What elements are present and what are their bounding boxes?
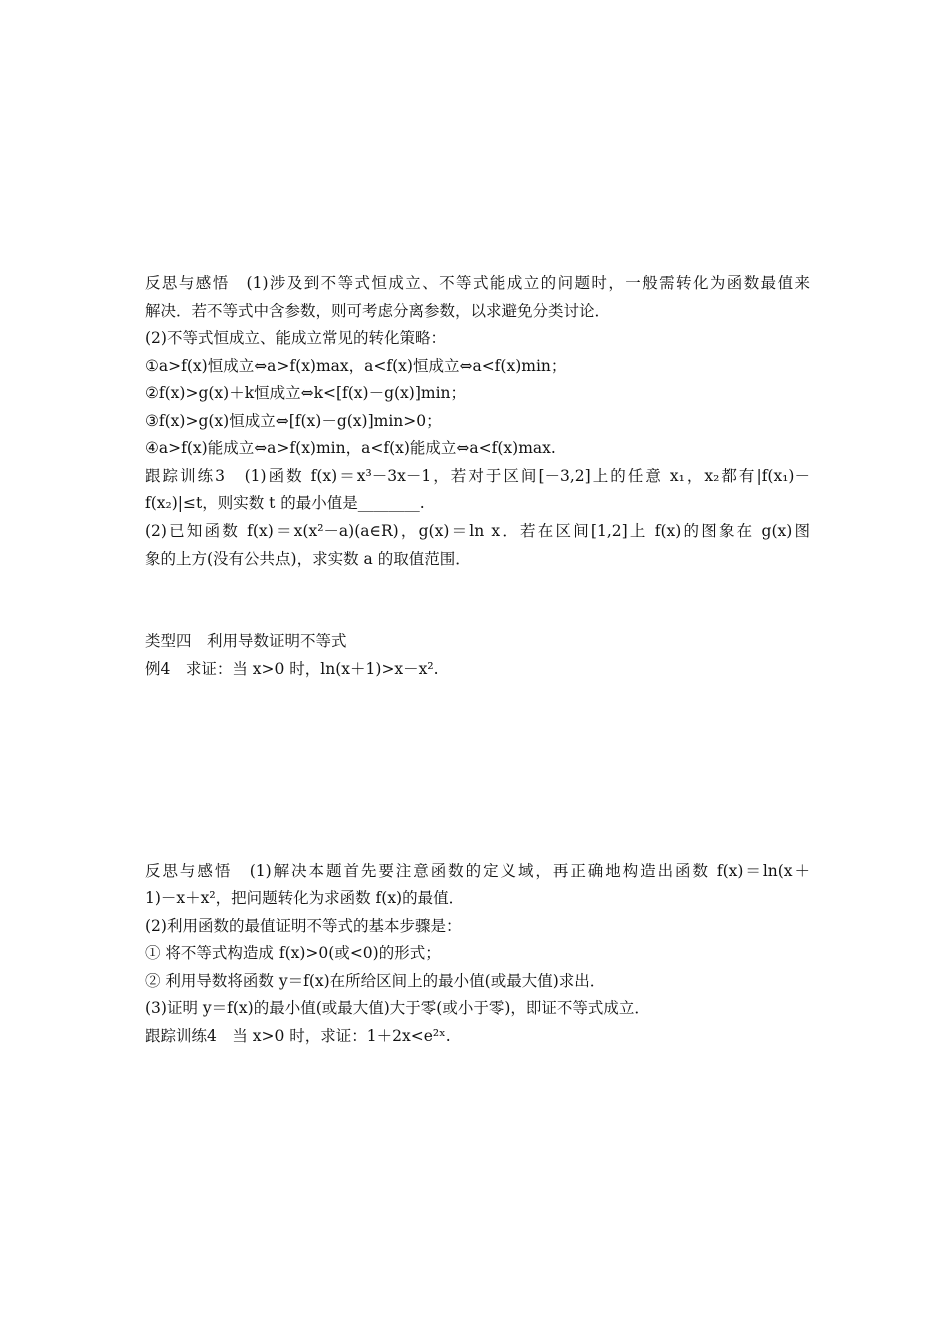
reflection-paragraph-1b: 解决．若不等式中含参数，则可考虑分离参数，以求避免分类讨论． — [145, 302, 611, 320]
track-training-4: 跟踪训练4 当 x>0 时，求证：1＋2x<e²ˣ. — [145, 1027, 451, 1045]
strategy-1: ①a>f(x)恒成立⇔a>f(x)max，a<f(x)恒成立⇔a<f(x)min； — [145, 357, 567, 375]
reflection-paragraph-2: (2)不等式恒成立、能成立常见的转化策略： — [145, 329, 446, 347]
strategy-2: ②f(x)>g(x)＋k恒成立⇔k<[f(x)－g(x)]min； — [145, 384, 467, 402]
section-heading: 类型四 利用导数证明不等式 — [145, 632, 347, 650]
track-training-3-line-1: 跟踪训练3 (1)函数 f(x)＝x³－3x－1，若对于区间[－3,2]上的任意 x₁，x₂都有|f(x₁)－ — [145, 467, 810, 485]
reflection-line-4: ① 将不等式构造成 f(x)>0(或<0)的形式； — [145, 944, 441, 962]
reflection-line-5: ② 利用导数将函数 y＝f(x)在所给区间上的最小值(或最大值)求出． — [145, 972, 606, 990]
example-4: 例4 求证：当 x>0 时，ln(x＋1)>x－x². — [145, 660, 439, 678]
strategy-4: ④a>f(x)能成立⇔a>f(x)min，a<f(x)能成立⇔a<f(x)max. — [145, 439, 556, 457]
strategy-3: ③f(x)>g(x)恒成立⇔[f(x)－g(x)]min>0； — [145, 412, 442, 430]
reflection-paragraph-1a: 反思与感悟 (1)涉及到不等式恒成立、不等式能成立的问题时，一般需转化为函数最值来 — [145, 274, 810, 292]
track-training-3-line-4: 象的上方(没有公共点)，求实数 a 的取值范围． — [145, 550, 471, 568]
reflection-line-3: (2)利用函数的最值证明不等式的基本步骤是： — [145, 917, 462, 935]
reflection-line-6: (3)证明 y＝f(x)的最小值(或最大值)大于零(或小于零)，即证不等式成立． — [145, 999, 650, 1017]
reflection-line-1: 反思与感悟 (1)解决本题首先要注意函数的定义域，再正确地构造出函数 f(x)＝ln(x＋ — [145, 862, 810, 880]
track-training-3-line-3: (2)已知函数 f(x)＝x(x²－a)(a∈R)，g(x)＝ln x．若在区间[1,2]上 f(x)的图象在 g(x)图 — [145, 522, 810, 540]
reflection-line-2: 1)－x＋x²，把问题转化为求函数 f(x)的最值． — [145, 889, 465, 907]
track-training-3-line-2: f(x₂)|≤t，则实数 t 的最小值是________. — [145, 494, 425, 512]
